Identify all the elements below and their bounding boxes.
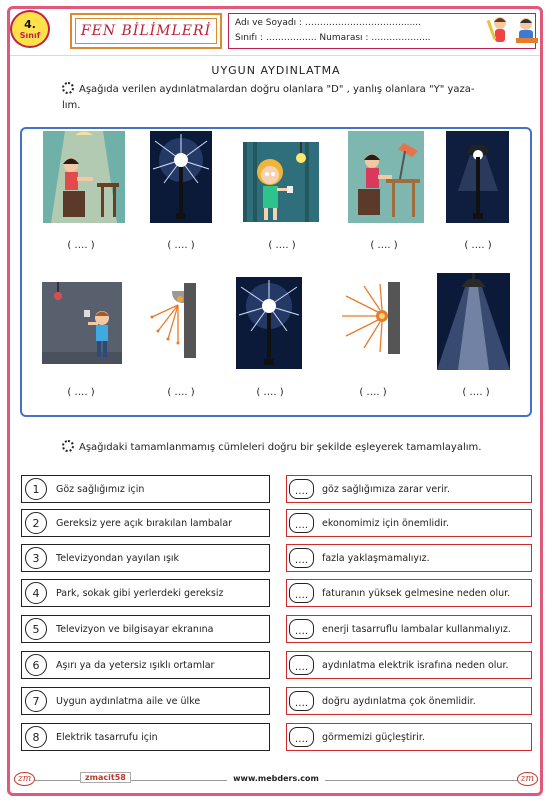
right-item [286, 579, 532, 607]
footer [14, 772, 538, 790]
left-item [21, 579, 270, 607]
grade-number: 4. [24, 18, 36, 31]
match-blank[interactable]: …. [289, 548, 314, 568]
match-blank[interactable]: …. [289, 619, 314, 639]
right-item-text: göz sağlığımıza zarar verir. [322, 483, 450, 495]
wall-lamp-scattered-icon [336, 282, 400, 354]
left-item [21, 475, 270, 503]
left-item-text: Park, sokak gibi yerlerdeki gereksiz [56, 587, 224, 599]
students-icon [486, 14, 544, 48]
gear-icon [62, 440, 74, 452]
grade-label: Sınıf [19, 31, 41, 40]
right-item [286, 509, 532, 537]
left-item-text: Televizyondan yayılan ışık [56, 552, 180, 564]
left-item-text: Elektrik tasarrufu için [56, 731, 158, 743]
street-lamp-wide-beam-icon [437, 273, 510, 370]
answer-blank[interactable]: ( …. ) [167, 387, 195, 398]
grade-badge [10, 10, 50, 48]
right-item-text: fazla yaklaşmamalıyız. [322, 552, 430, 564]
right-item-text: enerji tasarruflu lambalar kullanmalıyız. [322, 623, 511, 635]
item-number: 5 [25, 618, 47, 640]
match-blank[interactable]: …. [289, 513, 314, 533]
street-lamp-glare-icon [150, 131, 212, 223]
right-item-text: aydınlatma elektrik israfına neden olur. [322, 659, 509, 671]
answer-blank[interactable]: ( …. ) [67, 387, 95, 398]
zm-logo-icon: zm [14, 772, 35, 786]
answer-blank[interactable]: ( …. ) [370, 240, 398, 251]
left-item [21, 687, 270, 715]
left-item [21, 509, 270, 537]
match-blank[interactable]: …. [289, 583, 314, 603]
item-number: 3 [25, 547, 47, 569]
left-item-text: Uygun aydınlatma aile ve ülke [56, 695, 201, 707]
right-item [286, 723, 532, 751]
right-item-text: doğru aydınlatma çok önemlidir. [322, 695, 476, 707]
zm-logo-icon: zm [517, 772, 538, 786]
answer-blank[interactable]: ( …. ) [359, 387, 387, 398]
girl-reading-with-desk-lamp-icon [348, 131, 424, 223]
match-blank[interactable]: …. [289, 479, 314, 499]
item-number: 4 [25, 582, 47, 604]
page-title: UYGUN AYDINLATMA [211, 64, 341, 77]
section1-instruction-line2: lım. [62, 100, 81, 111]
street-lamp-glare-icon [236, 277, 302, 369]
left-item [21, 544, 270, 572]
girl-at-switch-icon [243, 142, 319, 222]
right-item-text: ekonomimiz için önemlidir. [322, 517, 449, 529]
match-blank[interactable]: …. [289, 655, 314, 675]
header-divider [10, 55, 540, 56]
left-item-text: Aşırı ya da yetersiz ışıklı ortamlar [56, 659, 215, 671]
street-lamp-downlight-icon [446, 131, 509, 223]
answer-blank[interactable]: ( …. ) [268, 240, 296, 251]
subject-title: FEN BİLİMLERİ [75, 18, 217, 44]
left-item [21, 723, 270, 751]
left-item-text: Gereksiz yere açık bırakılan lambalar [56, 517, 233, 529]
right-item [286, 687, 532, 715]
site-link[interactable]: www.mebders.com [227, 774, 325, 783]
item-number: 8 [25, 726, 47, 748]
subject-box [70, 13, 222, 49]
right-item-text: faturanın yüksek gelmesine neden olur. [322, 587, 511, 599]
right-item [286, 475, 532, 503]
class-line[interactable]: Sınıfı : …………….. Numarası : ……………..... [235, 33, 431, 43]
item-number: 7 [25, 690, 47, 712]
section1-instruction-line1: Aşağıda verilen aydınlatmalardan doğru olanlara "D" , yanlış olanlara "Y" yaza- [79, 84, 475, 95]
left-item [21, 651, 270, 679]
answer-blank[interactable]: ( …. ) [464, 240, 492, 251]
match-blank[interactable]: …. [289, 691, 314, 711]
section2-instruction [62, 440, 532, 456]
boy-turning-off-light-icon [42, 282, 122, 364]
match-blank[interactable]: …. [289, 727, 314, 747]
answer-blank[interactable]: ( …. ) [256, 387, 284, 398]
right-item [286, 615, 532, 643]
left-item-text: Televizyon ve bilgisayar ekranına [56, 623, 214, 635]
wall-lamp-down-icon [144, 283, 196, 358]
left-item [21, 615, 270, 643]
gear-icon [62, 82, 74, 94]
right-item [286, 651, 532, 679]
author-badge: zmacit58 [80, 772, 131, 783]
item-number: 2 [25, 512, 47, 534]
item-number: 6 [25, 654, 47, 676]
answer-blank[interactable]: ( …. ) [67, 240, 95, 251]
section1-instruction [62, 82, 532, 114]
right-item [286, 544, 532, 572]
girl-reading-under-lamp-icon [43, 131, 125, 223]
answer-blank[interactable]: ( …. ) [167, 240, 195, 251]
name-line[interactable]: Adı ve Soyadı : ……………………………...... [235, 18, 421, 28]
item-number: 1 [25, 478, 47, 500]
left-item-text: Göz sağlığımız için [56, 483, 145, 495]
answer-blank[interactable]: ( …. ) [462, 387, 490, 398]
right-item-text: görmemizi güçleştirir. [322, 731, 425, 743]
section2-instruction-text: Aşağıdaki tamamlanmamış cümleleri doğru bir şekilde eşleyerek tamamlayalım. [79, 442, 482, 453]
